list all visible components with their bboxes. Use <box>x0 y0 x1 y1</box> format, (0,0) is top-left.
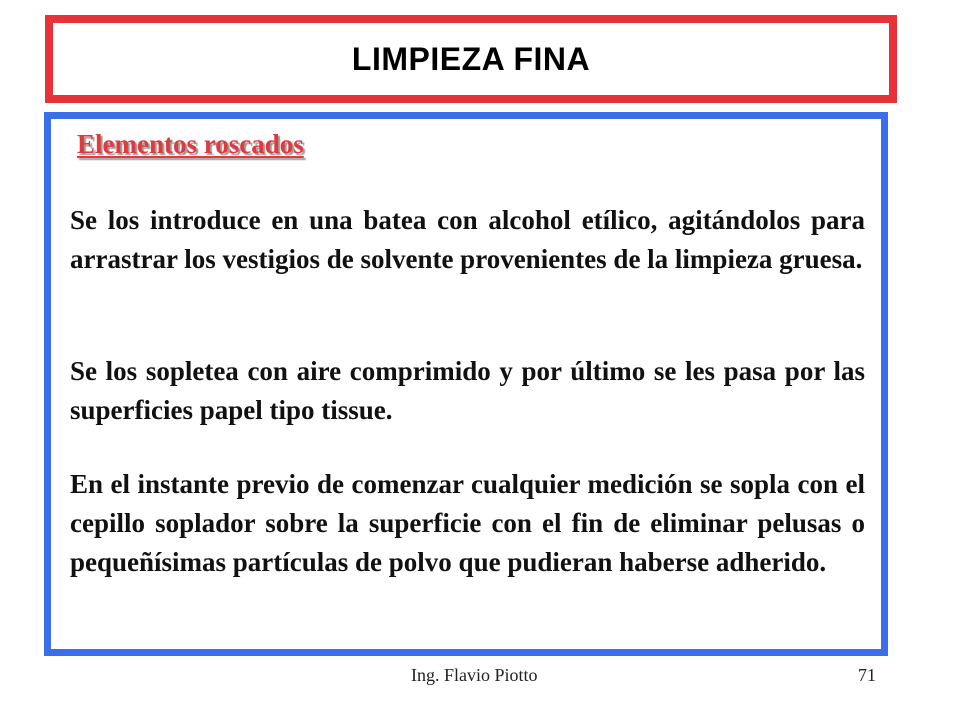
footer-author: Ing. Flavio Piotto <box>411 665 538 685</box>
content-box <box>44 112 888 656</box>
page-number: 71 <box>858 665 876 685</box>
paragraph-1: Se los introduce en una batea con alcohol etílico, agitándolos para arrastrar los vestigios de solvente provenientes de la limpieza gruesa. <box>70 205 865 274</box>
paragraph-2: Se los sopletea con aire comprimido y por último se les pasa por las superficies papel tipo tissue. <box>70 356 865 425</box>
section-heading: Elementos roscados <box>77 129 304 159</box>
paragraph-3: En el instante previo de comenzar cualquier medición se sopla con el cepillo soplador sobre la superficie con el fin de eliminar pelusas o pequeñísimas partículas de polvo que pudieran haberse adherido. <box>70 469 865 577</box>
title-box <box>45 15 897 103</box>
slide-title: LIMPIEZA FINA <box>351 40 591 77</box>
